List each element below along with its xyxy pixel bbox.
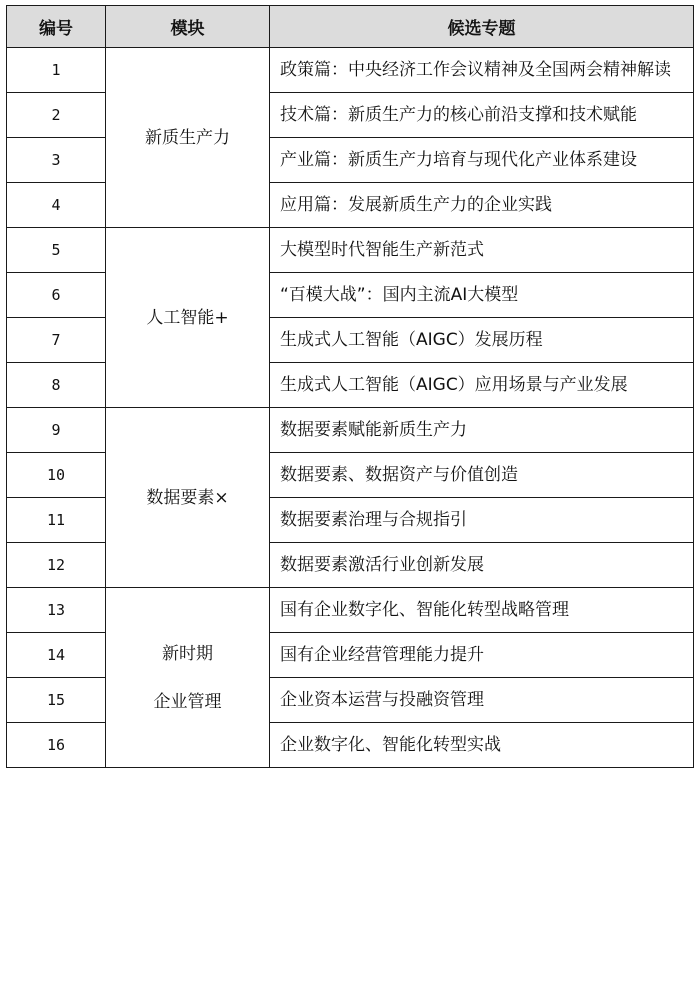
row-number: 13 [7, 588, 106, 633]
row-number: 7 [7, 318, 106, 363]
row-number: 1 [7, 48, 106, 93]
header-module: 模块 [106, 6, 270, 48]
module-name-line-1: 新时期 [162, 643, 213, 664]
table-header-row [7, 6, 694, 48]
topic-cell: 政策篇：中央经济工作会议精神及全国两会精神解读 [270, 48, 694, 93]
row-number: 16 [7, 723, 106, 768]
module-cell [106, 48, 270, 228]
row-number: 10 [7, 453, 106, 498]
topic-cell: 大模型时代智能生产新范式 [270, 228, 694, 273]
row-number: 6 [7, 273, 106, 318]
topic-cell: 应用篇：发展新质生产力的企业实践 [270, 183, 694, 228]
topic-cell: 数据要素赋能新质生产力 [270, 408, 694, 453]
row-number: 3 [7, 138, 106, 183]
row-number: 8 [7, 363, 106, 408]
row-number: 2 [7, 93, 106, 138]
table-row [7, 228, 694, 273]
row-number: 5 [7, 228, 106, 273]
topic-cell: 技术篇：新质生产力的核心前沿支撑和技术赋能 [270, 93, 694, 138]
row-number: 12 [7, 543, 106, 588]
topic-cell: “百模大战”：国内主流AI大模型 [270, 273, 694, 318]
module-name: 新质生产力 [145, 127, 230, 148]
topic-cell: 产业篇：新质生产力培育与现代化产业体系建设 [270, 138, 694, 183]
module-cell [106, 408, 270, 588]
topic-cell: 企业数字化、智能化转型实战 [270, 723, 694, 768]
module-name: 数据要素× [146, 487, 229, 508]
row-number: 9 [7, 408, 106, 453]
table-row [7, 408, 694, 453]
topic-cell: 数据要素、数据资产与价值创造 [270, 453, 694, 498]
row-number: 4 [7, 183, 106, 228]
topic-cell: 数据要素治理与合规指引 [270, 498, 694, 543]
topic-cell: 生成式人工智能（AIGC）发展历程 [270, 318, 694, 363]
module-cell [106, 588, 270, 768]
topics-table-container [6, 5, 694, 768]
topic-cell: 国有企业数字化、智能化转型战略管理 [270, 588, 694, 633]
topic-cell: 生成式人工智能（AIGC）应用场景与产业发展 [270, 363, 694, 408]
topic-cell: 企业资本运营与投融资管理 [270, 678, 694, 723]
row-number: 11 [7, 498, 106, 543]
table-row [7, 588, 694, 633]
row-number: 14 [7, 633, 106, 678]
topic-cell: 数据要素激活行业创新发展 [270, 543, 694, 588]
header-number: 编号 [7, 6, 106, 48]
module-name: 人工智能+ [146, 307, 229, 328]
topics-table [6, 5, 694, 768]
module-cell [106, 228, 270, 408]
table-row [7, 48, 694, 93]
header-topic: 候选专题 [270, 6, 694, 48]
row-number: 15 [7, 678, 106, 723]
topic-cell: 国有企业经营管理能力提升 [270, 633, 694, 678]
module-name-line-2: 企业管理 [153, 691, 222, 712]
